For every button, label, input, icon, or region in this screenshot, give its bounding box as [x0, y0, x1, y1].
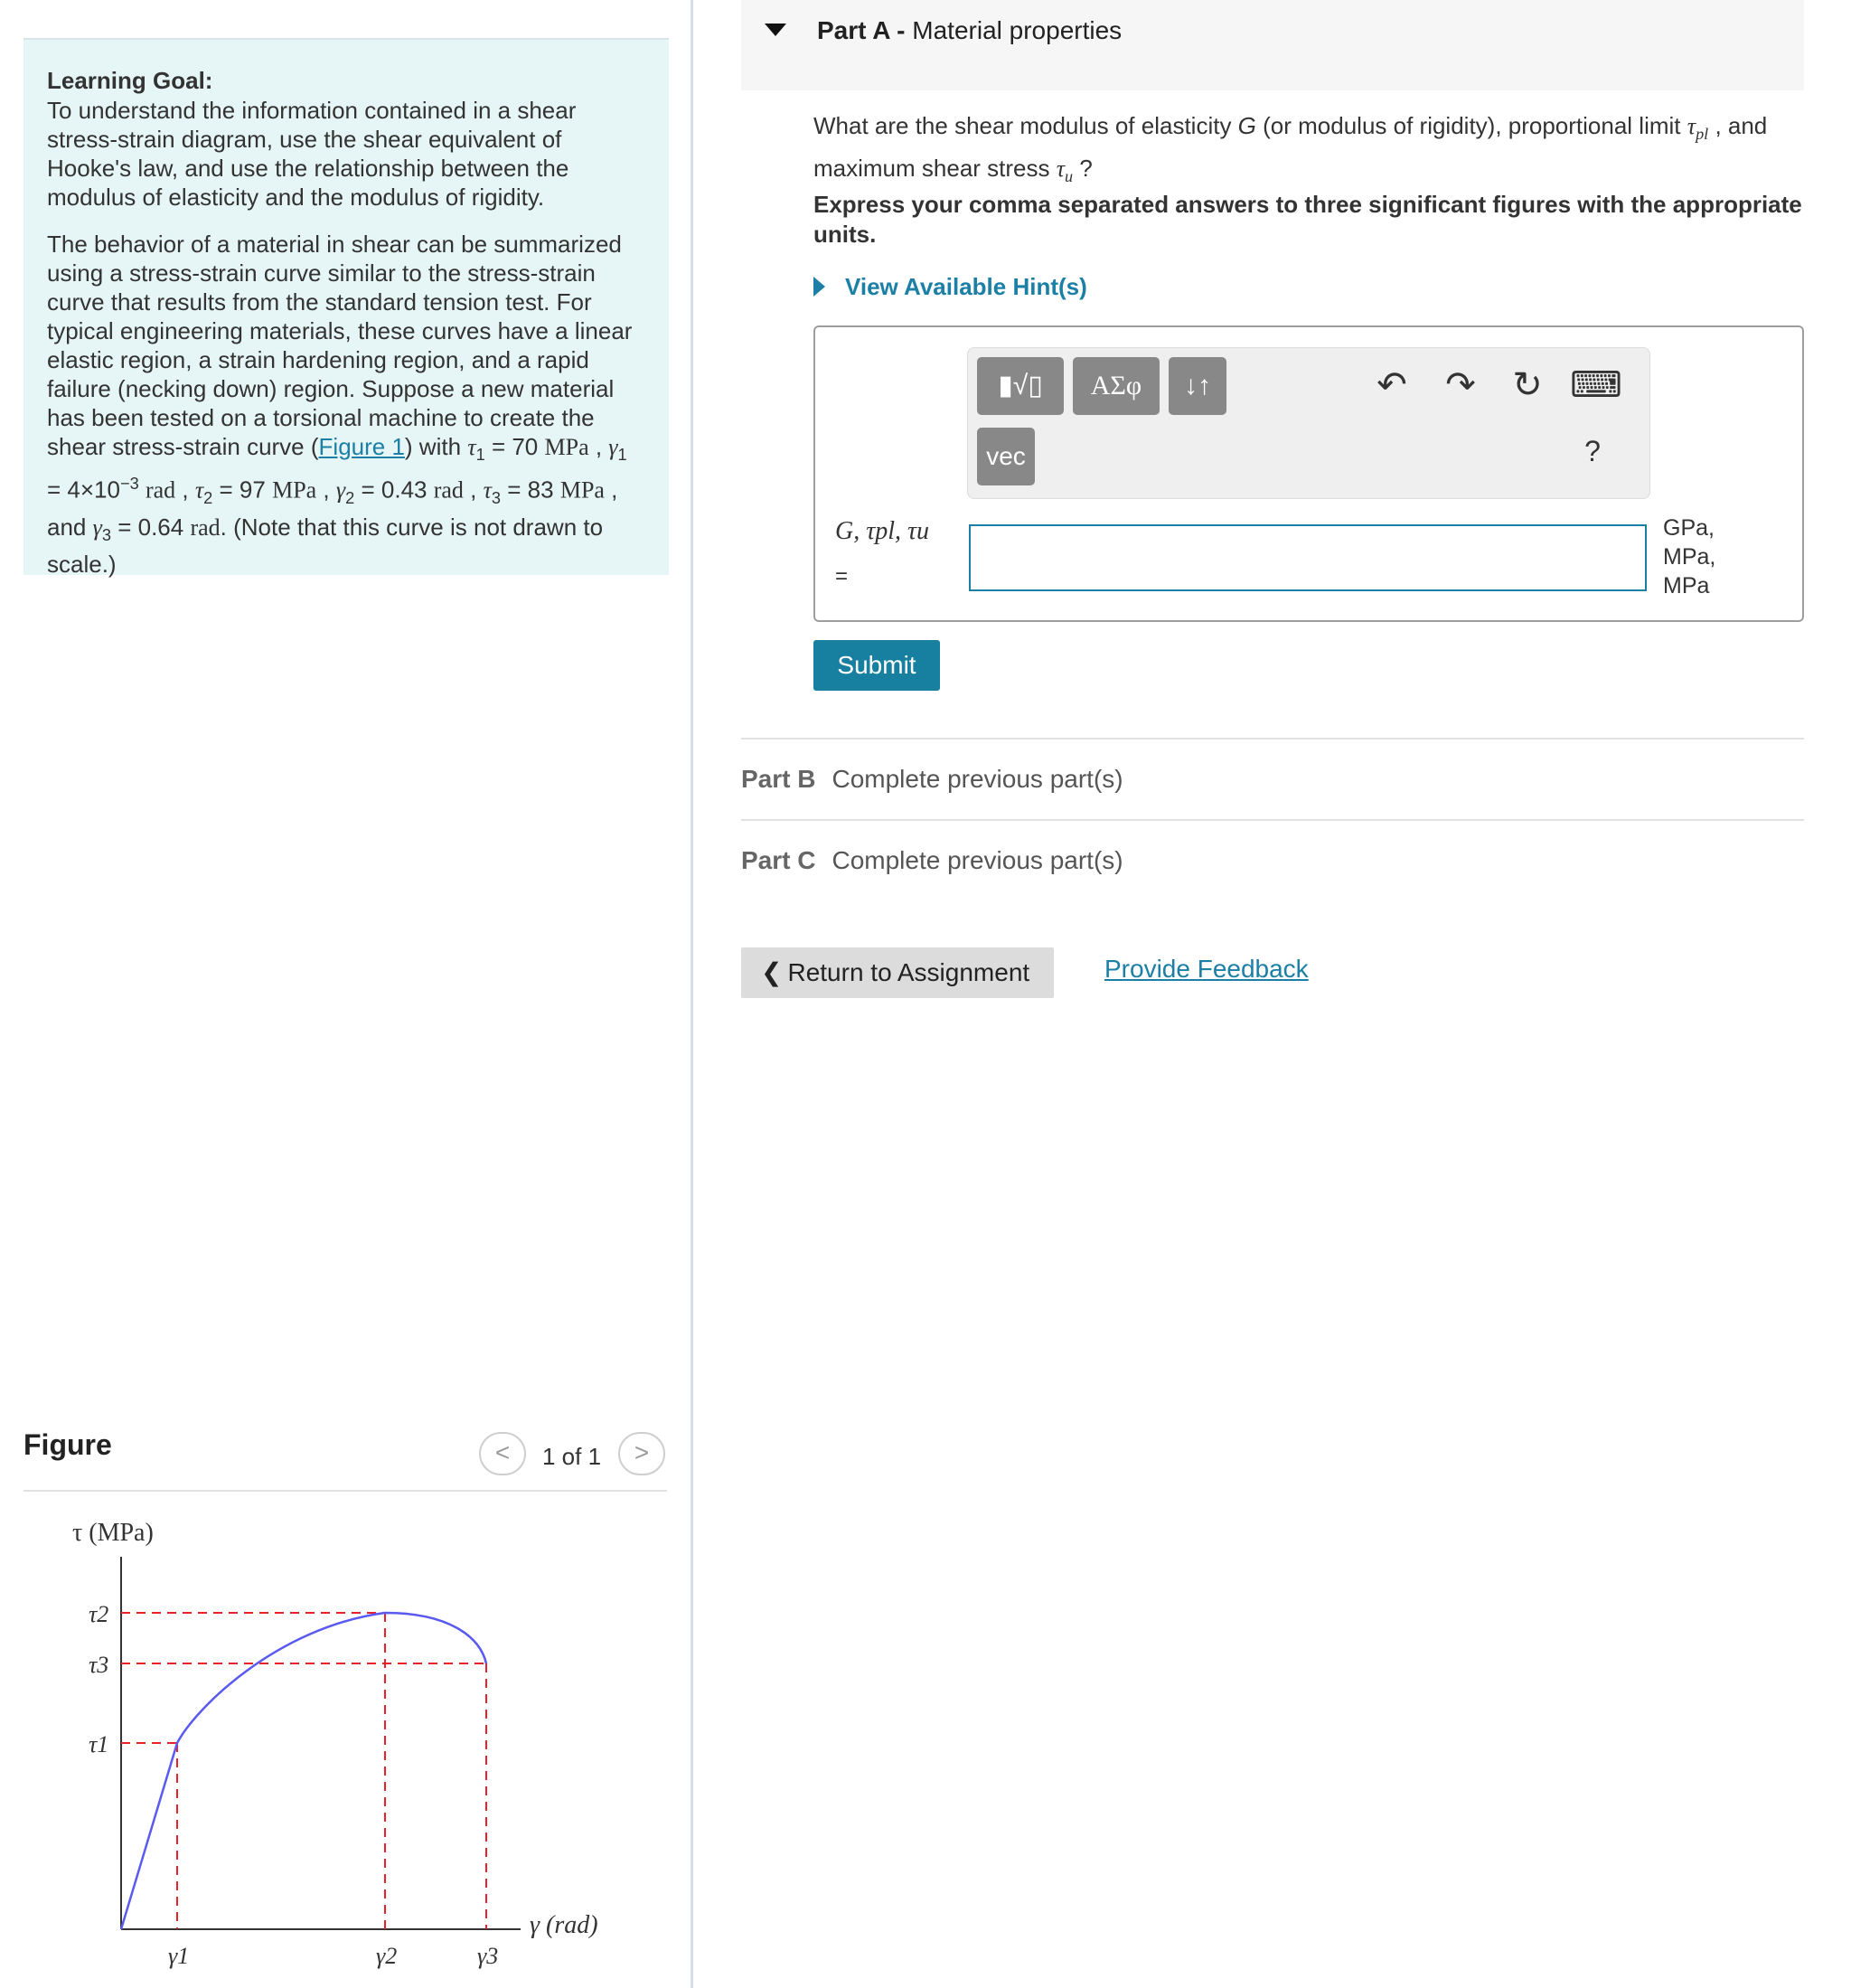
y-axis-label: τ (MPa) [72, 1519, 154, 1547]
next-figure-button[interactable]: > [618, 1432, 665, 1475]
view-hints-link[interactable]: View Available Hint(s) [813, 273, 1087, 301]
answer-panel [813, 325, 1804, 622]
answer-units: GPa, MPa, MPa [1663, 515, 1716, 598]
learning-goal-behavior: The behavior of a material in shear can be summarized using a stress-strain curve similar to the stress-strain curve that results from the standard tension test. For typical engineering materials, these curves have a linear elastic region, a strain hardening region, and a rapid failure (necking down) region. Suppose a new material has been tested on a torsional machine to create the shear stress-strain curve (Figure 1) with $\tau_1 = 70$ MPa , $\gamma_1 = 4\times 10^{-3}$ rad , $\tau_2 = 97$ MPa , $\gamma_2 = 0.43$ rad , $\tau_3 = 83$ MPa , and $\gamma_3 = 0.64$ rad. (Note that this curve is not drawn to scale.) [47, 231, 633, 579]
answer-variables-label: G, τpl, τu [835, 517, 930, 545]
equals-sign: = [835, 564, 849, 589]
greek-letters-button[interactable]: ΑΣφ [1073, 357, 1160, 415]
templates-button[interactable]: ▮√▯ [977, 357, 1064, 415]
figure-1-link[interactable]: Figure 1 [318, 433, 405, 460]
gamma-tick-label: γ2 [376, 1943, 398, 1969]
collapse-arrow-icon[interactable] [765, 24, 786, 36]
figure-pager-text: 1 of 1 [542, 1443, 602, 1470]
math-toolbar [967, 347, 1650, 499]
part-divider [741, 738, 1804, 740]
arrows-button[interactable]: ↓↑ [1169, 357, 1226, 415]
learning-goal-panel [23, 38, 669, 579]
learning-goal-intro: To understand the information contained in a shear stress-strain diagram, use the shear equivalent of Hooke's law, and use the relationship between the modulus of elasticity and the modulus of rigidity. [47, 97, 577, 211]
part-divider [741, 819, 1804, 821]
x-axis-label: γ (rad) [530, 1911, 598, 1939]
provide-feedback-link[interactable]: Provide Feedback [1104, 955, 1309, 983]
gamma-tick-label: γ3 [477, 1943, 499, 1969]
shear-stress-strain-chart [23, 1501, 667, 1980]
part-a-header[interactable] [741, 0, 1804, 90]
column-divider [691, 0, 693, 1988]
part-a-title: Part A - Material properties [817, 16, 1123, 44]
chevron-left-icon: ❮ [761, 958, 783, 986]
answer-input[interactable] [969, 524, 1647, 591]
part-b-row[interactable]: Part B Complete previous part(s) [741, 765, 1123, 793]
redo-icon[interactable]: ↷ [1445, 365, 1476, 405]
expand-triangle-icon [813, 277, 825, 297]
keyboard-icon[interactable]: ⌨ [1570, 365, 1622, 405]
answer-instructions: Express your comma separated answers to three significant figures with the appropriate units. [813, 191, 1802, 248]
stress-strain-curve [121, 1613, 486, 1929]
tau-tick-label: τ2 [89, 1601, 109, 1627]
help-icon[interactable]: ? [1584, 435, 1601, 467]
tau-tick-label: τ3 [89, 1652, 109, 1678]
return-to-assignment-button[interactable]: ❮ Return to Assignment [741, 947, 1054, 998]
gamma-tick-label: γ1 [168, 1943, 190, 1969]
undo-icon[interactable]: ↶ [1377, 365, 1407, 405]
prev-figure-button[interactable]: < [479, 1432, 526, 1475]
question-text: What are the shear modulus of elasticity G (or modulus of rigidity), proportional limit $\tau_{pl}$ , and maximum shear stress $\tau_u$ ? [813, 112, 1768, 186]
vector-button[interactable]: vec [977, 428, 1035, 485]
figure-divider [23, 1490, 667, 1492]
learning-goal-heading: Learning Goal: [47, 67, 213, 94]
part-c-row[interactable]: Part C Complete previous part(s) [741, 846, 1123, 874]
reset-icon[interactable]: ↻ [1512, 365, 1543, 405]
submit-button[interactable]: Submit [813, 640, 940, 691]
tau-tick-label: τ1 [89, 1731, 109, 1757]
figure-title: Figure [23, 1428, 112, 1461]
